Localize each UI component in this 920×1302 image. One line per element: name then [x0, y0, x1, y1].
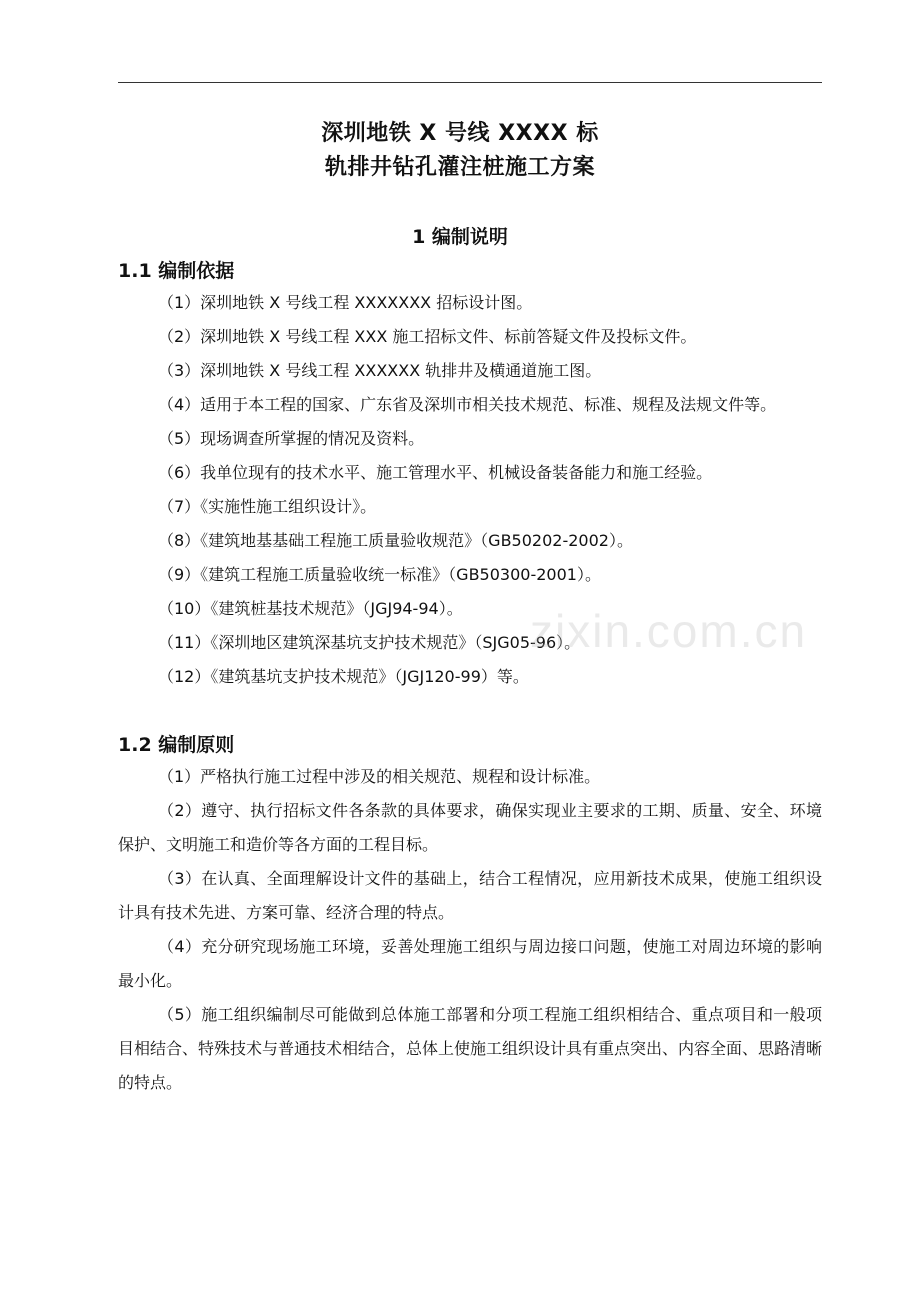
- watermark: zixin.com.cn: [530, 605, 808, 657]
- paragraph: （4）充分研究现场施工环境，妥善处理施工组织与周边接口问题，使施工对周边环境的影响最小化。: [118, 937, 822, 990]
- paragraph: （1）深圳地铁 X 号线工程 XXXXXXX 招标设计图。: [158, 293, 533, 312]
- document-title-line2: 轨排井钻孔灌注桩施工方案: [324, 155, 595, 180]
- paragraph: （2）深圳地铁 X 号线工程 XXX 施工招标文件、标前答疑文件及投标文件。: [158, 327, 697, 346]
- section-heading-1-1: 1.1 编制依据: [118, 260, 235, 282]
- paragraph: （4）适用于本工程的国家、广东省及深圳市相关技术规范、标准、规程及法规文件等。: [158, 395, 777, 414]
- paragraph: （5）现场调查所掌握的情况及资料。: [158, 429, 425, 448]
- paragraph: （1）严格执行施工过程中涉及的相关规范、规程和设计标准。: [158, 767, 601, 786]
- paragraph: （3）深圳地铁 X 号线工程 XXXXXX 轨排井及横通道施工图。: [158, 361, 602, 380]
- section-1-2-body: [118, 760, 822, 1100]
- document-title-line1: 深圳地铁 X 号线 XXXX 标: [321, 121, 599, 146]
- paragraph: （3）在认真、全面理解设计文件的基础上，结合工程情况，应用新技术成果，使施工组织设计具有技术先进、方案可靠、经济合理的特点。: [118, 869, 822, 922]
- paragraph: （9）《建筑工程施工质量验收统一标准》（GB50300-2001）。: [158, 565, 601, 584]
- paragraph: （7）《实施性施工组织设计》。: [158, 497, 377, 516]
- paragraph: （2）遵守、执行招标文件各条款的具体要求，确保实现业主要求的工期、质量、安全、环境保护、文明施工和造价等各方面的工程目标。: [118, 801, 822, 854]
- section-heading-1-2: 1.2 编制原则: [118, 734, 235, 756]
- paragraph: （11）《深圳地区建筑深基坑支护技术规范》（SJG05-96）。: [158, 633, 581, 652]
- chapter-heading: 1 编制说明: [412, 226, 508, 248]
- paragraph: （8）《建筑地基基础工程施工质量验收规范》（GB50202-2002）。: [158, 531, 633, 550]
- paragraph: （5）施工组织编制尽可能做到总体施工部署和分项工程施工组织相结合、重点项目和一般项目相结合、特殊技术与普通技术相结合，总体上使施工组织设计具有重点突出、内容全面、思路清晰的特点。: [118, 1005, 823, 1092]
- section-1-1-body: [118, 286, 822, 694]
- paragraph: （10）《建筑桩基技术规范》（JGJ94-94）。: [158, 599, 463, 618]
- header-rule: [118, 82, 822, 83]
- paragraph: （12）《建筑基坑支护技术规范》（JGJ120-99）等。: [158, 667, 529, 686]
- paragraph: （6）我单位现有的技术水平、施工管理水平、机械设备装备能力和施工经验。: [158, 463, 713, 482]
